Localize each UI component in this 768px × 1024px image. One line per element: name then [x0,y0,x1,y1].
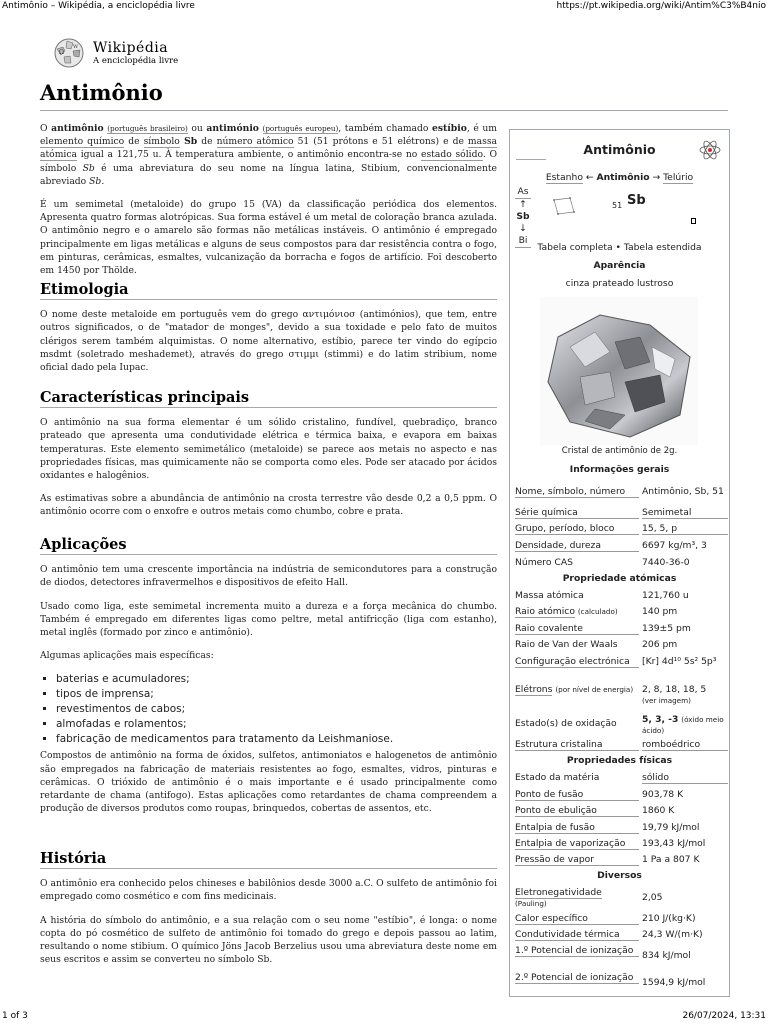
info-value: Antimônio, Sb, 51 [642,486,724,497]
atomic-number: 51 [612,201,623,210]
misc-key[interactable]: Eletronegatividade [515,887,602,898]
symbol-sb-italic: Sb [89,175,102,187]
infobox-title: Antimônio [583,142,656,157]
intro-paragraph-1 [40,122,497,188]
atom-value: 121,760 u [642,590,689,601]
photo-caption: Cristal de antimônio de 2g. [561,446,678,456]
list-item: ▪ almofadas e rolamentos; [56,717,497,732]
print-url: https://pt.wikipedia.org/wiki/Antim%C3%B4nio [556,1,766,11]
antimony-crystal-photo[interactable] [540,297,698,445]
atom-key-note: (calculado) [577,607,618,616]
text: 51 (51 prótons e 51 elétrons) e de [293,136,468,148]
nav-telurio-link[interactable]: Telúrio [663,172,694,183]
atom-icon [698,138,722,162]
link-numero-atomico[interactable]: número atômico [216,136,294,148]
misc-value: 834 kJ/mol [642,950,691,961]
atom-key: Estado(s) de oxidação [515,718,617,729]
periodic-column [515,186,531,248]
print-page-number: 1 of 3 [2,1011,28,1021]
arrow-right: → [649,172,664,183]
misc-key[interactable]: 2.º Potencial de ionização [515,972,639,984]
aparencia-value: cinza prateado lustroso [565,278,674,289]
info-key[interactable]: Densidade, dureza [515,540,639,552]
misc-value: 1594,9 kJ/mol [642,977,706,988]
print-header [0,0,768,14]
link-portugues-brasileiro[interactable]: (português brasileiro) [107,124,188,133]
pt-as-link[interactable]: As [515,186,531,199]
historia-paragraph-2: A história do símbolo do antimônio, e a sua relação com o seu nome "estíbio", é longa: o nome copta do pó cosmético de sulfeto de antimônio foi tomado do grego e depois passou ao latim, resultando o nome stibium. O químico Jöns Jacob Berzelius usou uma abreviatura deste nome em seus escritos e assim se converteu no símbolo Sb. [40,914,497,966]
phys-value: 903,78 K [642,789,684,800]
atom-value: 2, 8, 18, 18, 5 [642,684,707,695]
wikipedia-wordmark: Wikipédia [93,40,169,56]
nav-current: Antimônio [596,172,650,183]
info-value: 7440-36-0 [642,557,690,568]
list-item: ▪ tipos de imprensa; [56,687,497,702]
atom-key[interactable]: Elétrons [515,684,553,695]
section-etimologia [40,283,497,384]
phys-value[interactable]: sólido [642,772,728,784]
text: , é um [466,123,497,134]
phys-key[interactable]: Entalpia de vaporização [515,838,639,850]
arrow-up-icon: ↑ [519,199,527,210]
phys-key[interactable]: Ponto de fusão [515,789,639,801]
atom-value: 206 pm [642,639,678,650]
info-key: Número CAS [515,557,573,568]
term-estibio: estíbio [432,123,467,134]
atom-value[interactable]: romboédrico [642,739,728,751]
svg-text:W: W [73,44,79,50]
text: ou [187,123,207,134]
heading-historia: História [40,852,497,869]
misc-key-note: (Pauling) [515,899,547,908]
list-item: ▪ baterias e acumuladores; [56,672,497,687]
link-elemento-quimico[interactable]: elemento químico [40,136,125,148]
tables-links[interactable]: Tabela completa • Tabela estendida [537,242,702,253]
atom-value-note: (óxido meio ácido) [642,715,724,735]
atom-value-note[interactable]: (ver imagem) [642,696,691,705]
wikipedia-logo[interactable] [53,37,193,71]
phys-key[interactable]: Ponto de ebulição [515,805,639,817]
section-caracteristicas [40,391,497,529]
text: , também chamado [338,123,433,134]
phys-value: 1860 K [642,805,675,816]
term-antimonio-pt: antimónio [206,123,259,134]
print-window-title: Antimônio – Wikipédia, a enciclopédia livre [2,1,195,11]
phys-key[interactable]: Pressão de vapor [515,854,639,866]
section-historia [40,852,497,976]
heading-caracteristicas: Características principais [40,391,497,408]
info-key[interactable]: Grupo, período, bloco [515,523,639,535]
symbol-sb: Sb [179,136,198,148]
print-footer [0,1010,768,1024]
pt-bi-link[interactable]: Bi [515,235,531,248]
historia-paragraph-1: O antimônio era conhecido pelos chineses e babilônios desde 3000 a.C. O sulfeto de antimônio foi empregado como cosmético e com fins medicinais. [40,878,497,903]
misc-value: 2,05 [642,892,663,903]
atom-key[interactable]: Configuração electrónica [515,656,639,668]
nav-estanho-link[interactable]: Estanho [545,172,583,183]
list-item: ▪ revestimentos de cabos; [56,702,497,717]
phys-value: 1 Pa a 807 K [642,854,700,865]
phys-value: 19,79 kJ/mol [642,822,700,833]
atom-value: [Kr] 4d¹⁰ 5s² 5p³ [642,656,717,667]
link-portugues-europeu[interactable]: (português europeu) [262,124,339,133]
link-estado-solido[interactable]: estado sólido [421,149,483,161]
article-body [40,122,497,287]
heading-aplicacoes: Aplicações [40,538,497,555]
term-antimonio: antimônio [51,123,104,134]
element-symbol: Sb [627,193,646,208]
svg-text:Ω: Ω [59,49,64,56]
text: de [124,136,144,148]
aplicacoes-paragraph-2: Usado como liga, este semimetal incrementa muito a dureza e a força mecânica do chumbo. Também é empregado em diferentes ligas como peltre, metal antifricção (liga com estanho), metal inglês (formado por zinco e antimônio). [40,600,497,639]
phys-value: 193,43 kJ/mol [642,838,706,849]
misc-key[interactable]: Calor específico [515,913,639,925]
info-key[interactable]: Série química [515,507,639,519]
misc-heading: Diversos [597,870,642,881]
atom-key[interactable]: Raio atómico [515,606,575,617]
phys-key[interactable]: Entalpia de fusão [515,822,639,834]
intro-paragraph-2: É um semimetal (metaloide) do grupo 15 (VA) da classificação periódica dos elementos. Apresenta quatro formas alotrópicas. Sua forma estável é um metal de coloração branca azulada. O antimônio negro e o amarelo são formas não metálicas instáveis. O antimônio é empregado principalmente em ligas metálicas e alguns de seus compostos para dar resistência contra o fogo, em pinturas, cerâmicas, esmaltes, vulcanização da borracha e fogos de artifício. Foi descoberto em 1450 por Thölde. [40,199,497,277]
arrow-left: ← [582,172,597,183]
atom-value: 139±5 pm [642,623,691,634]
section-aplicacoes [40,538,497,825]
misc-key[interactable]: Condutividade térmica [515,929,639,941]
wikipedia-globe-icon [53,37,85,69]
page-title: Antimônio [40,80,163,105]
electron-shell-icon [691,218,696,224]
info-heading: Informações gerais [569,464,670,475]
info-value[interactable]: 15, 5, p [642,523,728,535]
wikipedia-tagline: A enciclopédia livre [93,56,179,66]
print-datetime: 26/07/2024, 13:31 [682,1011,766,1021]
text: é uma abreviatura do seu nome na língua latina, Stibium, convencionalmente abreviado [40,162,497,187]
text: igual a 121,75 u. À temperatura ambiente, o antimônio encontra-se no [80,149,422,161]
aplicacoes-list [40,672,497,747]
text: O [40,123,52,134]
info-key[interactable]: Nome, símbolo, número [515,486,639,498]
aparencia-heading: Aparência [593,260,646,271]
aplicacoes-paragraph-3: Algumas aplicações mais específicas: [40,650,214,662]
atom-key[interactable]: Raio covalente [515,623,639,635]
atomic-heading: Propriedade atómicas [562,573,677,584]
text: . O símbolo [40,149,498,174]
info-value[interactable]: Semimetal [642,507,728,519]
aplicacoes-paragraph-4: Compostos de antimônio na forma de óxidos, sulfetos, antimoniatos e halogenetos de antimônio são empregados na fabricação de materiais resistentes ao fogo, esmaltes, vidros, pinturas e cerâmicas. O trióxido de antimônio é o mais importante e é usado principalmente como retardante de chama (antifogo). Estas aplicações como retardantes de chama compreendem a produção de diversos produtos como roupas, brinquedos, cobertas de assentos, etc. [40,750,497,815]
atom-value: 5, 3, -3 [642,714,679,725]
misc-key[interactable]: 1.º Potencial de ionização [515,945,639,957]
physical-heading: Propriedades físicas [566,755,673,766]
phys-key: Estado da matéria [515,772,600,783]
etimologia-paragraph: O nome deste metaloide em português vem do grego αντιμόνιοσ (antimónios), que tem, entre outros significados, o de "matador de monges", devido a sua toxidade e pelo fato de muitos clérigos serem também alquimistas. O nome alternativo, estíbio, parece ter vindo do egípcio msdmt (soletrado meshademet), através do grego στιμμι (stimmi) e do latim stribium, nome oficial dado pela Iupac. [40,309,497,374]
list-item: ▪ fabricação de medicamentos para tratamento da Leishmaniose. [56,732,497,747]
atom-value: 140 pm [642,606,678,617]
text: . [101,175,105,187]
title-divider [40,110,728,111]
symbol-sb-italic: Sb [82,162,95,174]
atom-key-note: (por nível de energia) [555,685,634,694]
info-value: 6697 kg/m³, 3 [642,540,707,551]
crystal-structure-icon [548,192,578,222]
atom-key: Raio de Van der Waals [515,639,618,650]
atom-key[interactable]: Estrutura cristalina [515,739,639,751]
link-simbolo[interactable]: símbolo [143,136,180,148]
caracteristicas-paragraph-2: As estimativas sobre a abundância de antimônio na crosta terrestre vão desde 0,2 a 0,5 ppm. O antimônio ocorre com o enxofre e outros metais como chumbo, cobre e prata. [40,493,497,518]
misc-value: 210 J/(kg·K) [642,913,696,924]
text: de [197,136,217,148]
infobox-divider [516,159,546,160]
element-navigation [510,172,729,183]
link-massa-atomica[interactable]: massa atómica [40,136,498,161]
pt-sb: Sb [516,211,530,222]
caracteristicas-paragraph-1: O antimônio na sua forma elementar é um sólido cristalino, fundível, quebradiço, branco prateado que apresenta uma condutividade elétrica e térmica baixa, e evapora em baixas temperaturas. Este elemento semimetálico (metaloide) se parece aos metais no aspecto e nas propriedades físicas, mas quimicamente não se comporta como eles. Pode ser atacado por ácidos oxidantes e halogênios. [40,417,497,482]
aplicacoes-paragraph-1: O antimônio tem uma crescente importância na indústria de semicondutores para a construção de diodos, detectores infravermelhos e dispositivos de efeito Hall. [40,564,497,589]
misc-value: 24,3 W/(m·K) [642,929,703,940]
atom-key: Massa atómica [515,590,584,601]
infobox [509,129,730,997]
arrow-down-icon: ↓ [519,223,527,234]
heading-etimologia: Etimologia [40,283,497,300]
